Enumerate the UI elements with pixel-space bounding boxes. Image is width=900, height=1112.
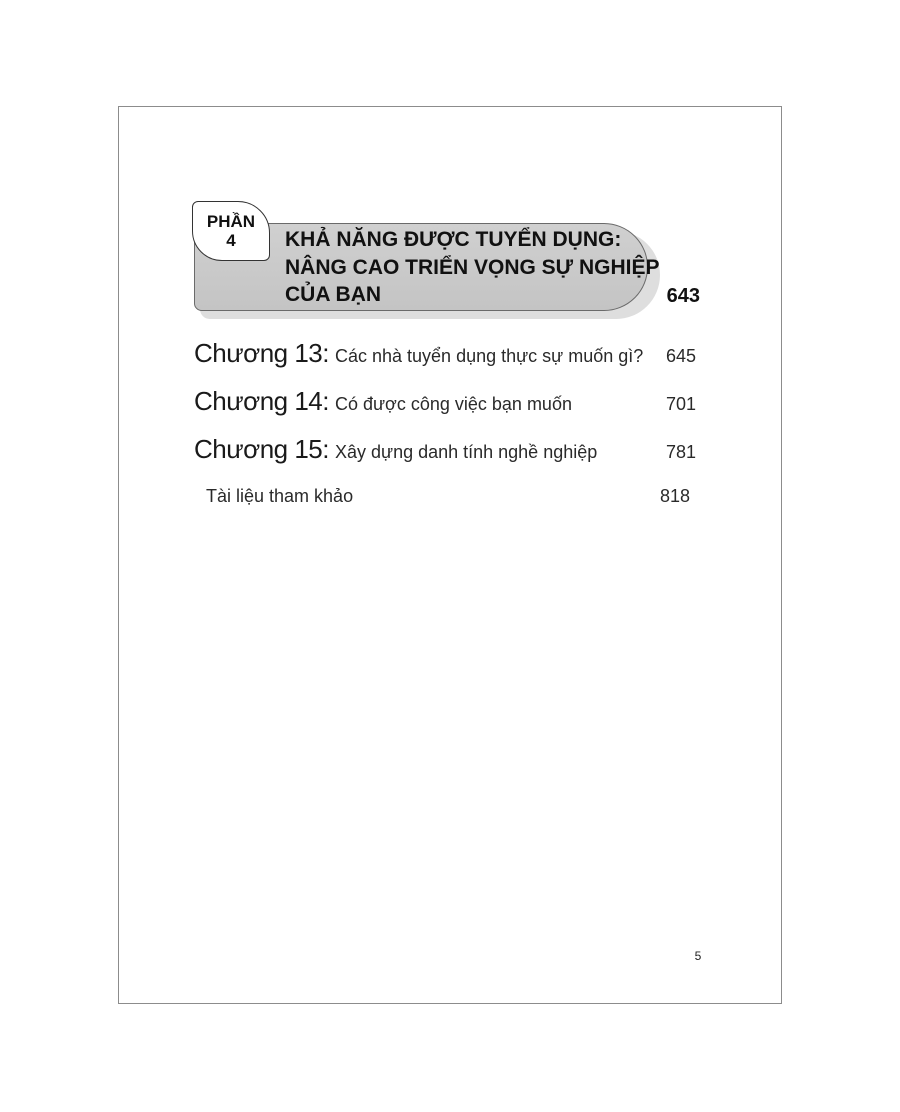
chapter-label: Chương 14: bbox=[194, 386, 329, 416]
chapter-label: Chương 13: bbox=[194, 338, 329, 368]
part-header bbox=[192, 201, 702, 321]
chapter-title: Có được công việc bạn muốn bbox=[334, 394, 572, 414]
part-title-line-1: KHẢ NĂNG ĐƯỢC TUYỂN DỤNG: bbox=[285, 228, 622, 251]
part-title bbox=[285, 226, 660, 309]
toc-row-chapter-15[interactable] bbox=[194, 434, 696, 482]
part-page-number: 643 bbox=[666, 285, 700, 307]
toc-row-chapter-14[interactable] bbox=[194, 386, 696, 434]
chapter-page-number: 781 bbox=[665, 442, 696, 462]
toc-row-references[interactable] bbox=[194, 486, 696, 534]
toc-row-chapter-13[interactable] bbox=[194, 338, 696, 386]
table-of-contents bbox=[194, 338, 696, 534]
chapter-page-number: 645 bbox=[665, 346, 696, 366]
part-title-line-2: NÂNG CAO TRIỂN VỌNG SỰ NGHIỆP bbox=[285, 255, 660, 279]
part-title-line-3: CỦA BẠN bbox=[285, 283, 382, 306]
part-label: PHẦN bbox=[206, 212, 256, 231]
part-number: 4 bbox=[226, 231, 236, 250]
references-page-number: 818 bbox=[659, 486, 690, 506]
references-title: Tài liệu tham khảo bbox=[206, 486, 354, 506]
page-number: 5 bbox=[694, 949, 702, 963]
chapter-title: Các nhà tuyển dụng thực sự muốn gì? bbox=[334, 346, 644, 366]
chapter-title: Xây dựng danh tính nghề nghiệp bbox=[334, 442, 598, 462]
chapter-label: Chương 15: bbox=[194, 434, 329, 464]
chapter-page-number: 701 bbox=[665, 394, 696, 414]
part-number-tab bbox=[192, 201, 270, 261]
